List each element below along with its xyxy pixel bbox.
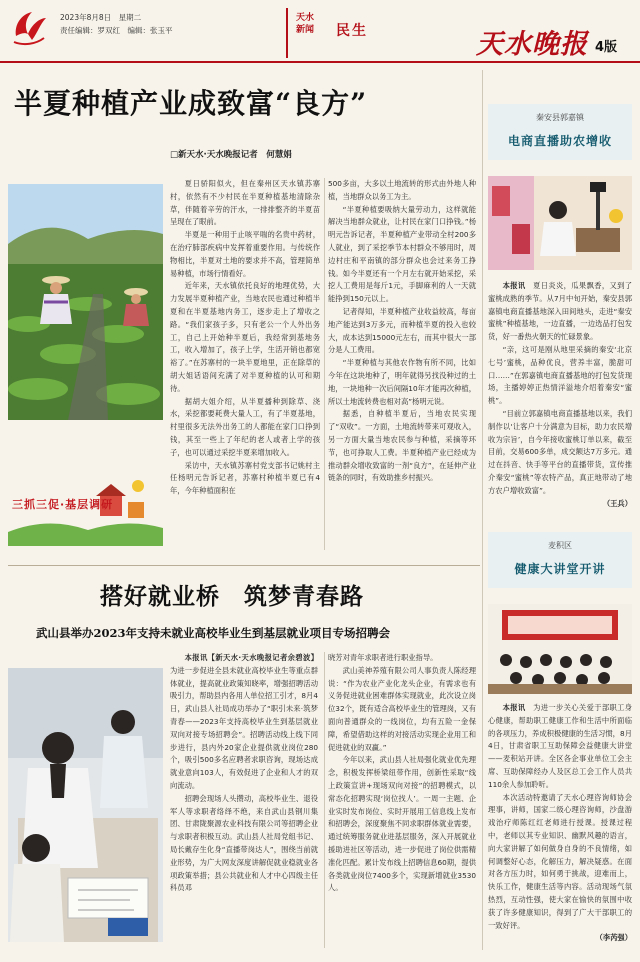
paragraph: 本次活动特邀请了天水心理咨询师协会理事，讲师，国家二级心理咨询师，沙盘游戏治疗师陈红红老师进行授课。授课过程中，老师以其专业知识、幽默风趣的语言，向大家讲解了如何做身自身的不良情绪，如何调整好心态，化解压力，解决疑惑。在面对各方压力时，如何勇于挑战，迎难而上，快乐工作，健康生活等内容。活动现场气氛热烈，互动性强，使大家在愉快的氛围中收获了许多健康知识，得到了广大干部职工的一致好评。	[488, 792, 632, 930]
paragraph: 近年来，天水镇依托良好的地理优势，大力发展半夏种植产业，当地农民也通过种植半夏和在半夏基地内务工，逐步走上了增收之路。“我们家孩子多，只有老公一个人外出务工，自己上开始种半夏后，我经常到基地务工，收入增加了，孩子上学，生活开销也都宽裕了。”在苏寨村的一块半夏地里，正在除草的胡大姐话语间充满了对半夏种植的认可和期待。	[170, 281, 320, 393]
article1-photo	[8, 184, 163, 420]
paragraph	[488, 702, 632, 792]
dateline: 本报讯	[502, 703, 526, 712]
article1-column-1	[170, 178, 320, 550]
section-divider	[286, 8, 288, 58]
paragraph: 500多亩，大多以土地流转的形式由外地人种植，当地群众以务工为主。	[328, 179, 476, 201]
article2-column-1	[170, 652, 318, 948]
paragraph: 招聘会现场人头攒动，高校毕业生、退役军人等求职者络绎不绝，来自武山县钢川集团、甘肃陇聚源农业科技有限公司等招聘企业与求职者积极互动。武山县人社局党组书记、局长戴存生化身“直播带岗达人”，围绕当前就业形势，为广大网友深度讲解促就业稳就业各项政策举措；县公共就业和人才中心四级主任科员邓	[170, 793, 318, 893]
paragraph-text: 为进一步关心关爱于部职工身心健康，帮助职工健康工作和生活中所面临的各项压力，养成积极健康的生活习惯，8月4日，甘肃省职工互助保障会益健康大讲堂——麦积站开讲。全区各企事业单位工会主席、互助保障经办人及区总工会工作人员共110余人参加聆听。	[488, 703, 632, 789]
article1-byline: □新天水·天水晚报记者 何慧娟	[170, 150, 292, 160]
badge-text: 三抓三促·基层调研	[12, 498, 114, 511]
editor-credits: 责任编辑：罗双红 编辑：张玉平	[60, 26, 173, 35]
newspaper-brand: 天水晚报	[476, 29, 588, 60]
article2-photo	[8, 668, 163, 942]
paragraph: 晓芳对青年求职者进行职业指导。	[328, 653, 438, 662]
side1-header	[488, 104, 632, 160]
paragraph-text: 为进一步促进全县未就业高校毕业生等重点群体就业，提高就业政策知晓率，增强招聘活动吸引力，帮助县内各用人单位招工引才，8月4日，武山县人社局成功举办了“职引未来·筑梦青春——2023年支持高校毕业生到基层就业双向对接专场招聘会”。招聘活动线上线下同步进行，县内外20家企业提供就业岗位280个，吸引500多名应聘者求职咨询，现场达成就业意向103人，有效促进了企业和人才的双向流动。	[170, 665, 318, 790]
paragraph: 今年以来，武山县人社局强化就业优先理念，积极发挥桥梁纽带作用，创新性采取“线上政策宣讲+现场双向对接”的招聘模式，以常态化招聘实现‘岗位找人’。一周一主题、企业实时发布岗位、实时开展用工信息线上发布和招聘会，深度聚焦不同求职群体就业需要，通过统筹服务就业进基层服务，深入开展就业援助进社区等活动，进一步促进了岗位供需精准化匹配。累计发布线上招聘信息60期，提供各类就业岗位7400多个，实现新增就业3530人。	[328, 755, 476, 893]
paragraph: “半夏种植与其他农作物有所不同，比如今年在这块地种了，明年就得另找没种过的土地，一块地种一次后间隔10年才能再次种植，所以土地流转费也相对高”杨明元说。	[328, 358, 476, 406]
masthead-rule	[0, 61, 640, 63]
side2-body	[488, 702, 632, 952]
article1-headline: 半夏种植产业成致富“良方”	[14, 87, 368, 120]
paragraph: 武山美神养殖有限公司人事负责人陈经理说：“作为农业产业化龙头企业，有需求也有义务促进就业困难群体实现就业，此次设立岗位32个，既有适合高校毕业生的管理岗，又有面向普通群众的一线岗位，均有五险一金保障，希望借助这样的对接活动实现企业用工和促进就业的双赢。”	[328, 665, 476, 752]
paragraph: 记者得知，半夏种植产业收益较高，每亩地产能达到3万多元，而种植半夏的投入也较大，成本达到15000元左右，而其中很大一部分是人工费用。	[328, 306, 476, 355]
dateline: 本报讯【新天水·天水晚报记者余碧波】	[184, 653, 318, 662]
side1-body	[488, 280, 632, 526]
page-number: 4版	[595, 40, 618, 55]
article2-column-2	[328, 652, 476, 948]
paragraph: 夏日骄阳似火，但在秦州区天水镇苏寨村，依然有不少村民在半夏种植基地清除杂草，伴随着辛劳的汗水，一排排整齐的半夏苗呈现在了眼前。	[170, 179, 320, 227]
bird-logo-icon	[10, 6, 48, 48]
paragraph	[488, 280, 632, 344]
paragraph: 半夏是一种用于止咳平喘的名贵中药材，在治疗肺部疾病中发挥着重要作用。与传统作物相比，半夏对土地的要求并不高，管理简单易种植，市场行情看好。	[170, 230, 320, 278]
paragraph: 采访中，天水镇苏寨村党支部书记姚村主任杨明元告诉记者，苏寨村种植半夏已有4年，今年种植面积在	[170, 460, 320, 496]
section-label-top: 天水 新闻	[296, 13, 315, 35]
paragraph: “目前立郭嘉镇电商直播基地以来，我们制作以‘让客户十分满意为目标，助力农民增收为宗旨’，自今年接收蜜桃订单以来，截至目前，交易600多单，成交额达7万多元。通过在抖音、快手等平台的直播带货，宣传推介秦安“蜜桃”等农特产品，真正地带动了地方农户增收致富”。	[488, 408, 632, 495]
side2-kicker: 麦积区	[548, 541, 572, 550]
paragraph: “亲，这可是刚从地里采摘的秦安‘北京七号’蜜桃，品种优良，营养丰富，脆甜可口……”在郭嘉镇电商直播基地的打包发货现场，主播婷婷正热情洋溢地介绍着秦安“蜜桃”。	[488, 344, 632, 406]
side1-kicker: 秦安县郭嘉镇	[536, 113, 584, 122]
article2-subheadline: 武山县举办2023年支持未就业高校毕业生到基层就业项目专场招聘会	[36, 626, 391, 640]
sidebar-rule	[482, 70, 483, 950]
masthead	[0, 0, 640, 64]
section-name: 民生	[336, 23, 368, 39]
side2-signature: （李芮强）	[595, 933, 632, 943]
paragraph	[170, 652, 318, 793]
paragraph-text: 夏日炎炎，瓜果飘香，又到了蜜桃成熟的季节。从7月中旬开始，秦安县郭嘉镇电商直播基地深入田间地头，走进“秦安蜜桃”种植基地，一边直播，一边选品打包发货，好一番热火朝天的忙碌景象。	[488, 281, 632, 342]
side2-photo	[488, 604, 632, 694]
column-rule	[324, 652, 325, 948]
side1-title: 电商直播助农增收	[507, 134, 612, 148]
side2-header	[488, 532, 632, 588]
issue-date: 2023年8月8日 星期二	[60, 13, 142, 22]
article1-column-2	[328, 178, 476, 550]
side1-signature: （王兵）	[602, 498, 632, 508]
paragraph: 据悉，自种植半夏后，当地农民实现了“双收”。一方面，土地流转带来可观收入，另一方面大量当地农民参与种植，采摘等环节，也可挣取人工费。半夏种植产业已经成为推动群众增收致富的一剂“良方”，在延伸产业链条的同时，有效助推乡村振兴。	[328, 409, 476, 483]
column-rule	[324, 178, 325, 550]
dateline: 本报讯	[502, 281, 526, 290]
side1-photo	[488, 176, 632, 270]
article2-headline: 搭好就业桥 筑梦青春路	[100, 583, 364, 610]
paragraph: “半夏种植要吸纳大量劳动力，这样就能解决当地群众就业，让村民在家门口挣钱。”杨明元告诉记者，半夏种植产业带动全村200多人就业，到了采挖季节本村群众不够用时，周边村庄和平南镇的部分群众也会过来务工挣钱。如今半夏还有一个月左右就开始采挖，采挖人工费用是每斤1元，手脚麻利的人一天就能挣到150元以上。	[328, 204, 476, 304]
campaign-badge	[8, 472, 163, 546]
paragraph: 据胡大姐介绍，从半夏播种到除草、浇水，采挖都要耗费大量人工，有了半夏基地，村里很多无法外出务工的人都能在家门口挣到钱，其至一些上了年纪的老人或者上学的孩子，也可以通过采挖半夏来增加收入。	[170, 396, 320, 457]
article-separator	[8, 565, 480, 566]
side2-title: 健康大讲堂开讲	[514, 562, 606, 576]
